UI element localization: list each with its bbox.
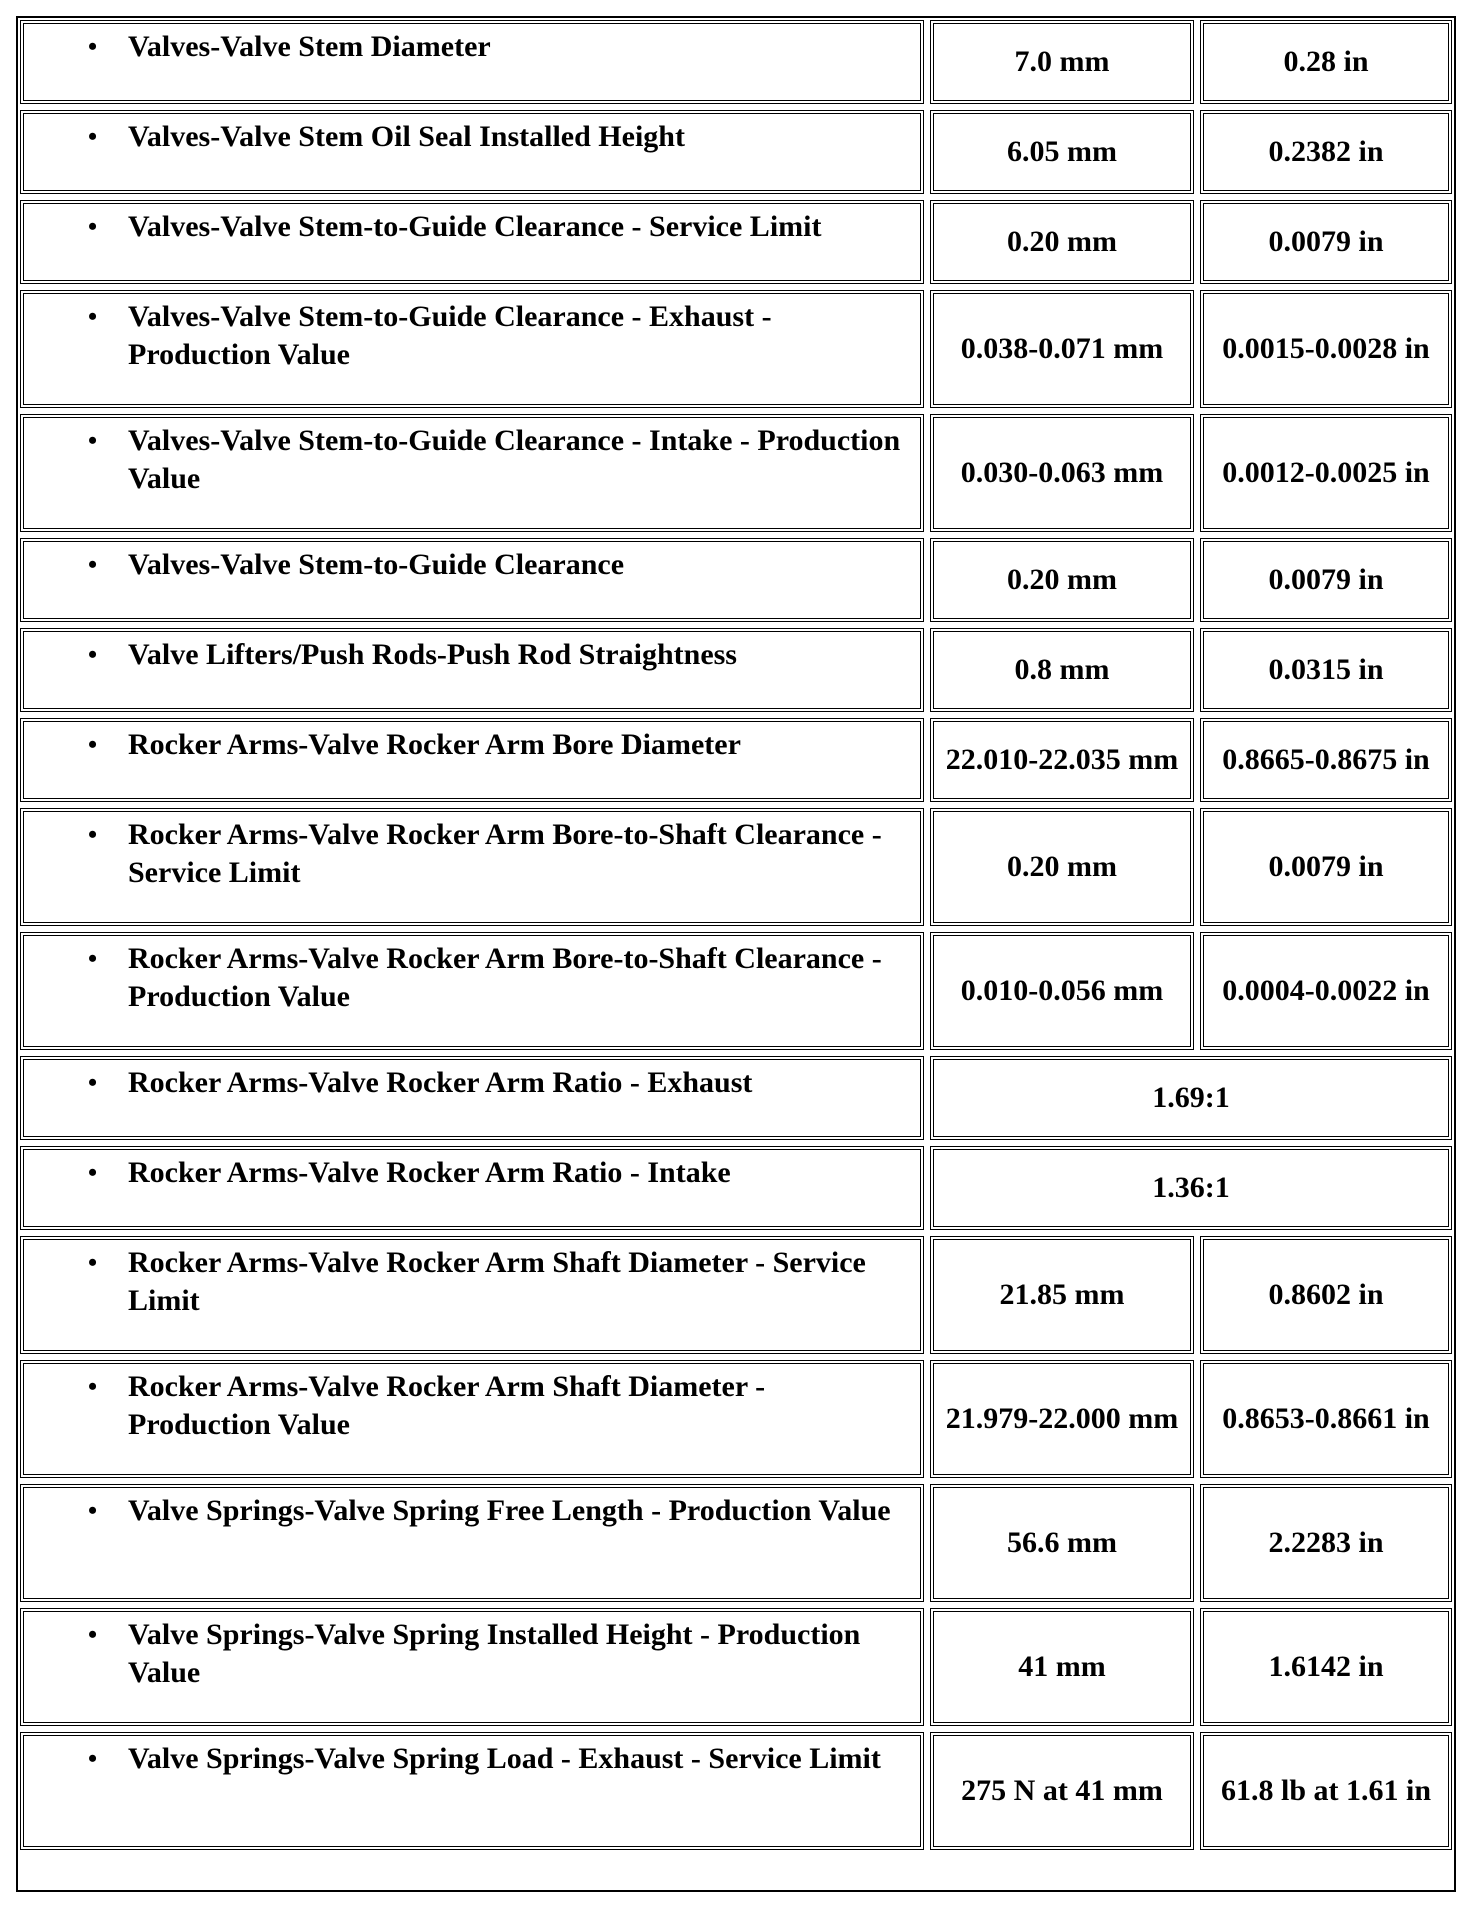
spec-row — [20, 1236, 1452, 1354]
spec-metric-value: 56.6 mm — [930, 1484, 1194, 1602]
spec-imperial-value: 0.0315 in — [1200, 628, 1452, 712]
spec-bullet-list — [24, 298, 910, 374]
spec-description — [88, 636, 910, 674]
spec-row — [20, 1732, 1452, 1850]
spec-description — [88, 1244, 910, 1320]
spec-table — [20, 14, 1452, 1856]
spec-description — [88, 1740, 910, 1778]
spec-description — [88, 118, 910, 156]
bullet-icon: • — [88, 730, 98, 759]
spec-row — [20, 20, 1452, 104]
spec-description-text: Rocker Arms-Valve Rocker Arm Bore-to-Shaft Clearance - Service Limit — [128, 818, 882, 889]
bullet-icon: • — [88, 1248, 98, 1277]
bullet-icon: • — [88, 1068, 98, 1097]
spec-description — [88, 298, 910, 374]
spec-description-cell — [20, 1484, 924, 1602]
bullet-icon: • — [88, 1744, 98, 1773]
spec-metric-value: 0.010-0.056 mm — [930, 932, 1194, 1050]
spec-imperial-value: 0.0079 in — [1200, 538, 1452, 622]
spec-description-text: Rocker Arms-Valve Rocker Arm Shaft Diameter - Service Limit — [128, 1246, 866, 1317]
bullet-icon: • — [88, 640, 98, 669]
spec-bullet-list — [24, 208, 910, 246]
spec-row — [20, 200, 1452, 284]
bullet-icon: • — [88, 122, 98, 151]
bullet-icon: • — [88, 302, 98, 331]
bullet-icon: • — [88, 426, 98, 455]
spec-row — [20, 1360, 1452, 1478]
spec-row — [20, 1484, 1452, 1602]
spec-description-text: Rocker Arms-Valve Rocker Arm Ratio - Intake — [128, 1156, 731, 1189]
bullet-icon: • — [88, 212, 98, 241]
spec-description-cell — [20, 538, 924, 622]
spec-description-text: Valves-Valve Stem Oil Seal Installed Height — [128, 120, 685, 153]
spec-description-cell — [20, 20, 924, 104]
spec-description — [88, 1492, 910, 1530]
spec-description — [88, 208, 910, 246]
bullet-icon: • — [88, 1620, 98, 1649]
spec-bullet-list — [24, 1154, 910, 1192]
spec-bullet-list — [24, 28, 910, 66]
spec-imperial-value: 2.2283 in — [1200, 1484, 1452, 1602]
spec-ratio-value: 1.36:1 — [930, 1146, 1452, 1230]
spec-description — [88, 940, 910, 1016]
spec-metric-value: 21.85 mm — [930, 1236, 1194, 1354]
spec-metric-value: 0.030-0.063 mm — [930, 414, 1194, 532]
spec-metric-value: 21.979-22.000 mm — [930, 1360, 1194, 1478]
spec-bullet-list — [24, 118, 910, 156]
spec-bullet-list — [24, 726, 910, 764]
spec-description-cell — [20, 1056, 924, 1140]
spec-ratio-value: 1.69:1 — [930, 1056, 1452, 1140]
bullet-icon: • — [88, 1372, 98, 1401]
spec-description-cell — [20, 200, 924, 284]
spec-bullet-list — [24, 1740, 910, 1778]
spec-imperial-value: 0.28 in — [1200, 20, 1452, 104]
spec-description — [88, 816, 910, 892]
spec-description-cell — [20, 414, 924, 532]
spec-imperial-value: 0.8665-0.8675 in — [1200, 718, 1452, 802]
spec-imperial-value: 0.0012-0.0025 in — [1200, 414, 1452, 532]
spec-metric-value: 22.010-22.035 mm — [930, 718, 1194, 802]
spec-imperial-value: 0.8653-0.8661 in — [1200, 1360, 1452, 1478]
spec-imperial-value: 0.0004-0.0022 in — [1200, 932, 1452, 1050]
spec-description-cell — [20, 1732, 924, 1850]
spec-imperial-value: 0.2382 in — [1200, 110, 1452, 194]
spec-description-text: Rocker Arms-Valve Rocker Arm Ratio - Exhaust — [128, 1066, 753, 1099]
spec-description-cell — [20, 1608, 924, 1726]
spec-description-cell — [20, 290, 924, 408]
spec-row — [20, 1146, 1452, 1230]
spec-imperial-value: 0.0079 in — [1200, 200, 1452, 284]
spec-description — [88, 1616, 910, 1692]
spec-metric-value: 41 mm — [930, 1608, 1194, 1726]
spec-description — [88, 726, 910, 764]
spec-metric-value: 0.20 mm — [930, 200, 1194, 284]
spec-imperial-value: 0.0015-0.0028 in — [1200, 290, 1452, 408]
bullet-icon: • — [88, 32, 98, 61]
spec-metric-value: 0.20 mm — [930, 808, 1194, 926]
spec-description-cell — [20, 628, 924, 712]
spec-bullet-list — [24, 1244, 910, 1320]
spec-description — [88, 546, 910, 584]
spec-row — [20, 932, 1452, 1050]
spec-description-cell — [20, 932, 924, 1050]
spec-bullet-list — [24, 546, 910, 584]
spec-bullet-list — [24, 940, 910, 1016]
spec-row — [20, 1056, 1452, 1140]
spec-bullet-list — [24, 1064, 910, 1102]
spec-description-cell — [20, 110, 924, 194]
spec-description-cell — [20, 808, 924, 926]
spec-description-text: Valve Springs-Valve Spring Load - Exhaust - Service Limit — [128, 1742, 881, 1775]
spec-description-text: Valves-Valve Stem-to-Guide Clearance - Intake - Production Value — [128, 424, 901, 495]
spec-bullet-list — [24, 816, 910, 892]
spec-bullet-list — [24, 1492, 910, 1530]
spec-description-text: Valves-Valve Stem Diameter — [128, 30, 491, 63]
spec-metric-value: 0.8 mm — [930, 628, 1194, 712]
spec-bullet-list — [24, 1616, 910, 1692]
spec-description-cell — [20, 1236, 924, 1354]
spec-description-text: Valves-Valve Stem-to-Guide Clearance - Exhaust - Production Value — [128, 300, 772, 371]
spec-imperial-value: 1.6142 in — [1200, 1608, 1452, 1726]
spec-description-text: Valves-Valve Stem-to-Guide Clearance — [128, 548, 625, 581]
spec-description — [88, 1154, 910, 1192]
spec-metric-value: 7.0 mm — [930, 20, 1194, 104]
spec-description-text: Valve Springs-Valve Spring Free Length - Production Value — [128, 1494, 891, 1527]
spec-row — [20, 628, 1452, 712]
bullet-icon: • — [88, 1158, 98, 1187]
spec-imperial-value: 0.0079 in — [1200, 808, 1452, 926]
spec-description-text: Valve Lifters/Push Rods-Push Rod Straightness — [128, 638, 737, 671]
spec-table-body — [20, 20, 1452, 1850]
spec-bullet-list — [24, 422, 910, 498]
spec-description — [88, 1368, 910, 1444]
bullet-icon: • — [88, 820, 98, 849]
spec-metric-value: 6.05 mm — [930, 110, 1194, 194]
spec-description-text: Rocker Arms-Valve Rocker Arm Bore-to-Shaft Clearance - Production Value — [128, 942, 882, 1013]
spec-row — [20, 538, 1452, 622]
spec-description — [88, 422, 910, 498]
spec-row — [20, 808, 1452, 926]
spec-metric-value: 275 N at 41 mm — [930, 1732, 1194, 1850]
spec-row — [20, 718, 1452, 802]
spec-description — [88, 28, 910, 66]
spec-metric-value: 0.038-0.071 mm — [930, 290, 1194, 408]
spec-imperial-value: 0.8602 in — [1200, 1236, 1452, 1354]
spec-description-text: Valves-Valve Stem-to-Guide Clearance - Service Limit — [128, 210, 822, 243]
spec-row — [20, 110, 1452, 194]
bullet-icon: • — [88, 1496, 98, 1525]
spec-row — [20, 290, 1452, 408]
spec-description-cell — [20, 1360, 924, 1478]
spec-description-text: Rocker Arms-Valve Rocker Arm Bore Diameter — [128, 728, 741, 761]
spec-bullet-list — [24, 1368, 910, 1444]
spec-description-text: Rocker Arms-Valve Rocker Arm Shaft Diameter - Production Value — [128, 1370, 766, 1441]
spec-row — [20, 414, 1452, 532]
spec-metric-value: 0.20 mm — [930, 538, 1194, 622]
spec-imperial-value: 61.8 lb at 1.61 in — [1200, 1732, 1452, 1850]
bullet-icon: • — [88, 550, 98, 579]
spec-description-cell — [20, 718, 924, 802]
spec-description-cell — [20, 1146, 924, 1230]
spec-row — [20, 1608, 1452, 1726]
spec-bullet-list — [24, 636, 910, 674]
spec-description-text: Valve Springs-Valve Spring Installed Height - Production Value — [128, 1618, 861, 1689]
bullet-icon: • — [88, 944, 98, 973]
spec-description — [88, 1064, 910, 1102]
